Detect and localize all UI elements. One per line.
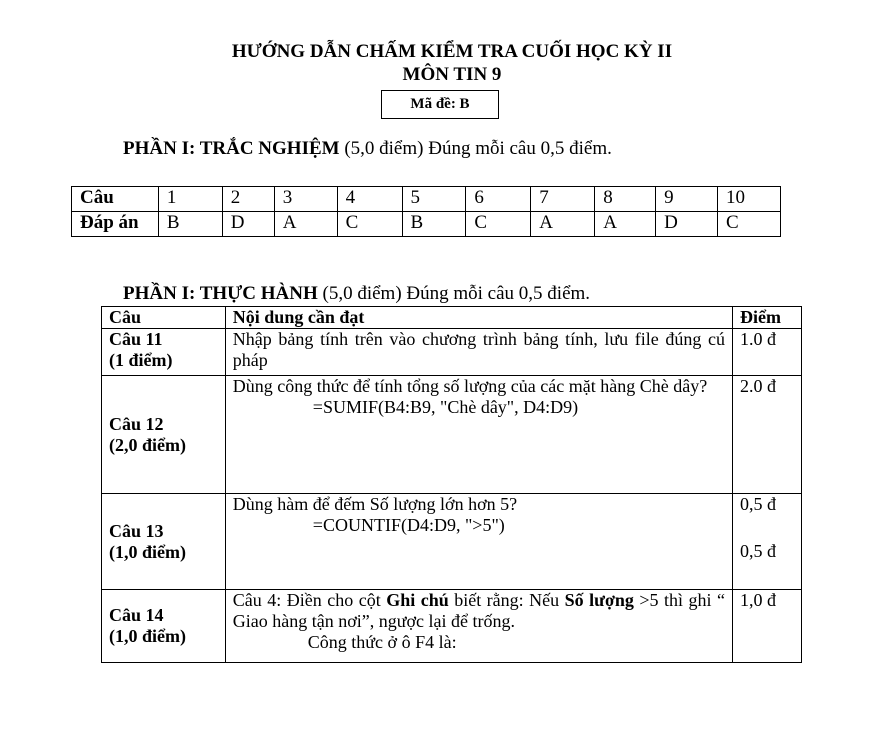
answer-cell: A: [531, 212, 595, 237]
answer-cell: C: [718, 212, 781, 237]
answer-cell: D: [656, 212, 718, 237]
content-text-part: biết rằng: Nếu: [448, 590, 565, 610]
question-cell: [102, 590, 226, 663]
question-number: 4: [337, 187, 402, 212]
score-value: 0,5 đ: [740, 541, 777, 561]
column-header-question: Câu: [102, 307, 226, 329]
part2-heading-bold: PHẦN I: THỰC HÀNH: [123, 283, 318, 304]
content-text: [233, 590, 725, 632]
answer-key-row-answers: [72, 212, 781, 237]
content-text-bold: Số lượng: [564, 590, 634, 610]
content-cell: [225, 376, 732, 494]
question-number: 6: [466, 187, 531, 212]
question-points: (1 điểm): [109, 350, 173, 370]
column-header-content: Nội dung cần đạt: [225, 307, 732, 329]
part1-heading: [123, 138, 612, 160]
formula-text: =SUMIF(B4:B9, "Chè dây", D4:D9): [312, 397, 579, 417]
exam-code-box: Mã đề: B: [381, 90, 499, 119]
score-cell: 1.0 đ: [733, 329, 802, 376]
question-cell: [102, 329, 226, 376]
row-label-question: Câu: [72, 187, 159, 212]
answer-key-row-questions: [72, 187, 781, 212]
content-text-bold: Ghi chú: [386, 590, 449, 610]
question-points: (1,0 điểm): [109, 626, 186, 646]
part1-heading-rest: (5,0 điểm) Đúng mỗi câu 0,5 điểm.: [339, 138, 612, 159]
question-label: Câu 13: [109, 520, 164, 541]
answer-cell: C: [466, 212, 531, 237]
question-cell: [102, 494, 226, 590]
answer-cell: D: [222, 212, 274, 237]
question-cell: [102, 376, 226, 494]
question-label: Câu 12: [109, 413, 164, 434]
question-label: Câu 11: [109, 329, 163, 349]
table-header-row: [102, 307, 802, 329]
content-cell: Nhập bảng tính trên vào chương trình bảng tính, lưu file đúng cú pháp: [225, 329, 732, 376]
question-points: (2,0 điểm): [109, 434, 186, 455]
content-text: Dùng hàm để đếm Số lượng lớn hơn 5?: [232, 494, 518, 514]
answer-cell: B: [402, 212, 466, 237]
content-text-part: >5 thì ghi “ Giao hàng tận nơi”, ngược lại để trống.: [232, 590, 726, 631]
column-header-score: Điểm: [733, 307, 802, 329]
question-points: (1,0 điểm): [109, 541, 186, 562]
part2-heading: [123, 283, 590, 305]
question-number: 3: [274, 187, 337, 212]
part2-heading-rest: (5,0 điểm) Đúng mỗi câu 0,5 điểm.: [317, 283, 591, 304]
answer-key-table: [71, 186, 781, 237]
answer-cell: A: [274, 212, 337, 237]
question-number: 7: [531, 187, 595, 212]
question-number: 1: [158, 187, 222, 212]
table-row: [102, 329, 802, 376]
content-cell: [225, 590, 732, 663]
content-cell: [225, 494, 732, 590]
score-value: 0,5 đ: [740, 494, 777, 514]
subject-title: MÔN TIN 9: [402, 64, 502, 85]
formula-note: Công thức ở ô F4 là:: [307, 632, 457, 652]
table-row: [102, 590, 802, 663]
question-label: Câu 14: [109, 605, 164, 625]
table-row: [102, 376, 802, 494]
score-cell: 1,0 đ: [733, 590, 802, 663]
part1-heading-bold: PHẦN I: TRẮC NGHIỆM: [123, 138, 340, 159]
question-number: 9: [656, 187, 718, 212]
score-cell: 2.0 đ: [733, 376, 802, 494]
score-cell: [733, 494, 802, 590]
question-number: 10: [718, 187, 781, 212]
formula-text: =COUNTIF(D4:D9, ">5"): [312, 515, 505, 535]
answer-cell: A: [595, 212, 656, 237]
question-number: 8: [595, 187, 656, 212]
content-text-part: Câu 4: Điền cho cột: [232, 590, 387, 610]
content-text: Dùng công thức để tính tổng số lượng của các mặt hàng Chè dây?: [232, 376, 708, 396]
practical-grading-table: [101, 306, 802, 663]
answer-cell: B: [158, 212, 222, 237]
answer-cell: C: [337, 212, 402, 237]
question-number: 5: [402, 187, 466, 212]
row-label-answer: Đáp án: [72, 212, 159, 237]
question-number: 2: [222, 187, 274, 212]
document-title: HƯỚNG DẪN CHẤM KIỂM TRA CUỐI HỌC KỲ II: [231, 41, 673, 62]
table-row: [102, 494, 802, 590]
